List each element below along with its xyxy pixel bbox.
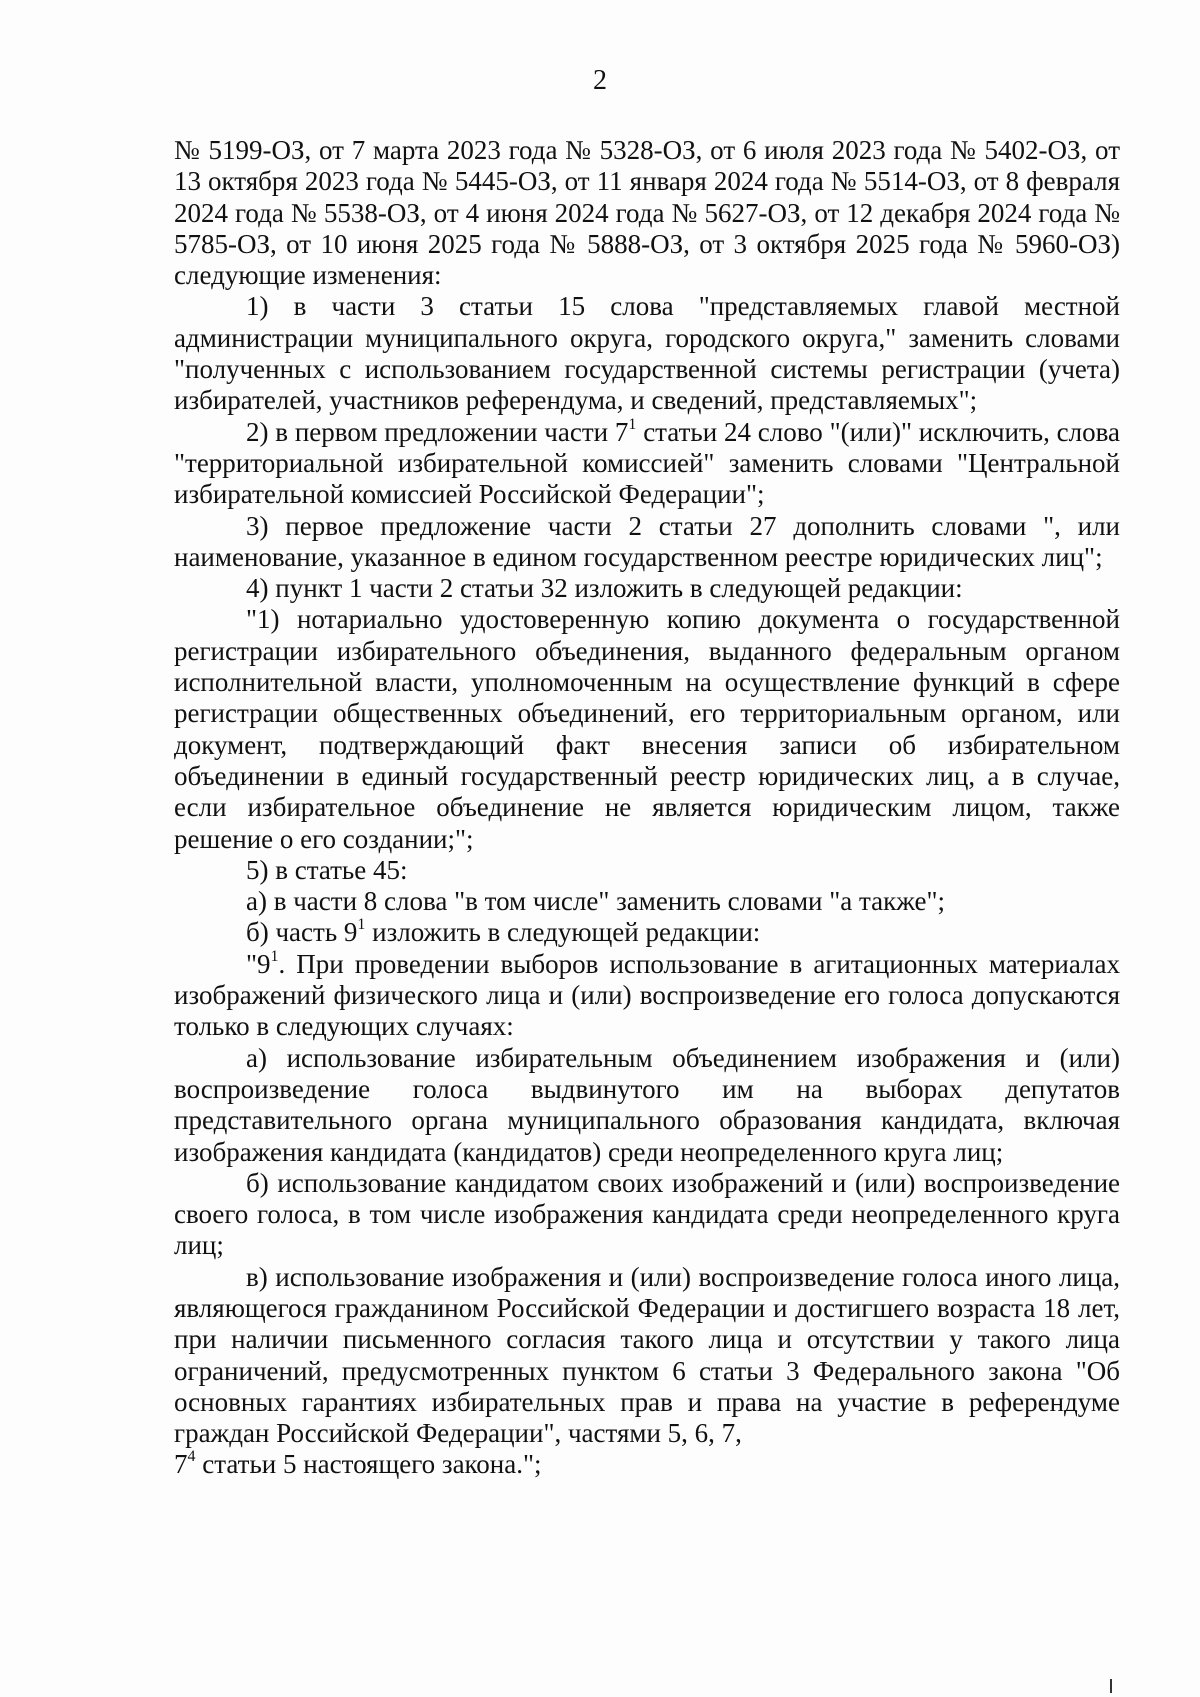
scan-edge-mark <box>1110 1679 1112 1693</box>
paragraph-quoted-item-1: "1) нотариально удостоверенную копию документа о государственной регистрации избирательного объединения, выданного федеральным органом исполнительной власти, уполномоченным на осуществление функций в сфере регистрации общественных объединений, его территориальным органом, или документ, подтверждающий факт внесения записи об избирательном объединении в единый государственный реестр юридических лиц, а в случае, если избирательное объединение не является юридическим лицом, также решение о его создании;"; <box>174 604 1120 854</box>
paragraph-case-v-ending <box>174 1449 1120 1480</box>
text-part: . При проведении выборов использование в агитационных материалах изображений физического лица и (или) воспроизведение его голоса допускаются только в следующих случаях: <box>174 948 1120 1042</box>
paragraph-subitem-a: а) в части 8 слова "в том числе" заменить словами "а также"; <box>246 886 946 917</box>
text-part: б) часть 9 <box>246 917 358 948</box>
paragraph-item-5: 5) в статье 45: <box>246 854 408 885</box>
superscript: 1 <box>357 916 366 934</box>
paragraph-item-4: 4) пункт 1 части 2 статьи 32 изложить в следующей редакции: <box>246 573 963 604</box>
paragraph-quoted-part-9-1 <box>174 949 1120 1043</box>
paragraph-case-b: б) использование кандидатом своих изображений и (или) воспроизведение своего голоса, в том числе изображения кандидата среди неопределенного круга лиц; <box>174 1167 1120 1261</box>
text-part: изложить в следующей редакции: <box>365 917 761 948</box>
paragraph-case-a: а) использование избирательным объединением изображения и (или) воспроизведение голоса выдвинутого им на выборах депутатов представительного органа муниципального образования кандидата, включая изображения кандидата (кандидатов) среди неопределенного круга лиц; <box>174 1042 1120 1167</box>
paragraph-subitem-b <box>174 917 1120 948</box>
paragraph-item-2 <box>174 417 1120 511</box>
paragraph-item-1: 1) в части 3 статьи 15 слова "представляемых главой местной администрации муниципального округа, городского округа," заменить словами "полученных с использованием государственной системы регистрации (учета) избирателей, участников референдума, и сведений, представляемых"; <box>174 291 1120 416</box>
text-part: статьи 24 слово "(или)" исключить, слова "территориальной избирательной комиссией" заменить словами "Центральной избирательной комиссией Российской Федерации"; <box>174 416 1120 510</box>
superscript: 1 <box>628 415 637 433</box>
text-part: 2) в первом предложении части 7 <box>246 416 629 447</box>
page-number: 2 <box>593 65 607 96</box>
text-part: "9 <box>246 948 271 979</box>
superscript: 4 <box>187 1448 196 1466</box>
paragraph-continuation: № 5199-ОЗ, от 7 марта 2023 года № 5328-ОЗ, от 6 июля 2023 года № 5402-ОЗ, от 13 октября 2023 года № 5445-ОЗ, от 11 января 2024 года № 5514-ОЗ, от 8 февраля 2024 года № 5538-ОЗ, от 4 июня 2024 года № 5627-ОЗ, от 12 декабря 2024 года № 5785-ОЗ, от 10 июня 2025 года № 5888-ОЗ, от 3 октября 2025 года № 5960-ОЗ) следующие изменения: <box>174 135 1120 291</box>
paragraph-item-3: 3) первое предложение части 2 статьи 27 дополнить словами ", или наименование, указанное в едином государственном реестре юридических лиц"; <box>174 510 1120 572</box>
superscript: 1 <box>270 947 279 965</box>
text-part: статьи 5 настоящего закона."; <box>195 1449 542 1480</box>
text-part: 7 <box>174 1449 188 1480</box>
document-body <box>174 135 1120 1481</box>
paragraph-case-v: в) использование изображения и (или) воспроизведение голоса иного лица, являющегося гражданином Российской Федерации и достигшего возраста 18 лет, при наличии письменного согласия такого лица и отсутствии у такого лица ограничений, предусмотренных пунктом 6 статьи 3 Федерального закона "Об основных гарантиях избирательных прав и права на участие в референдуме граждан Российской Федерации", частями 5, 6, 7, <box>174 1261 1120 1449</box>
